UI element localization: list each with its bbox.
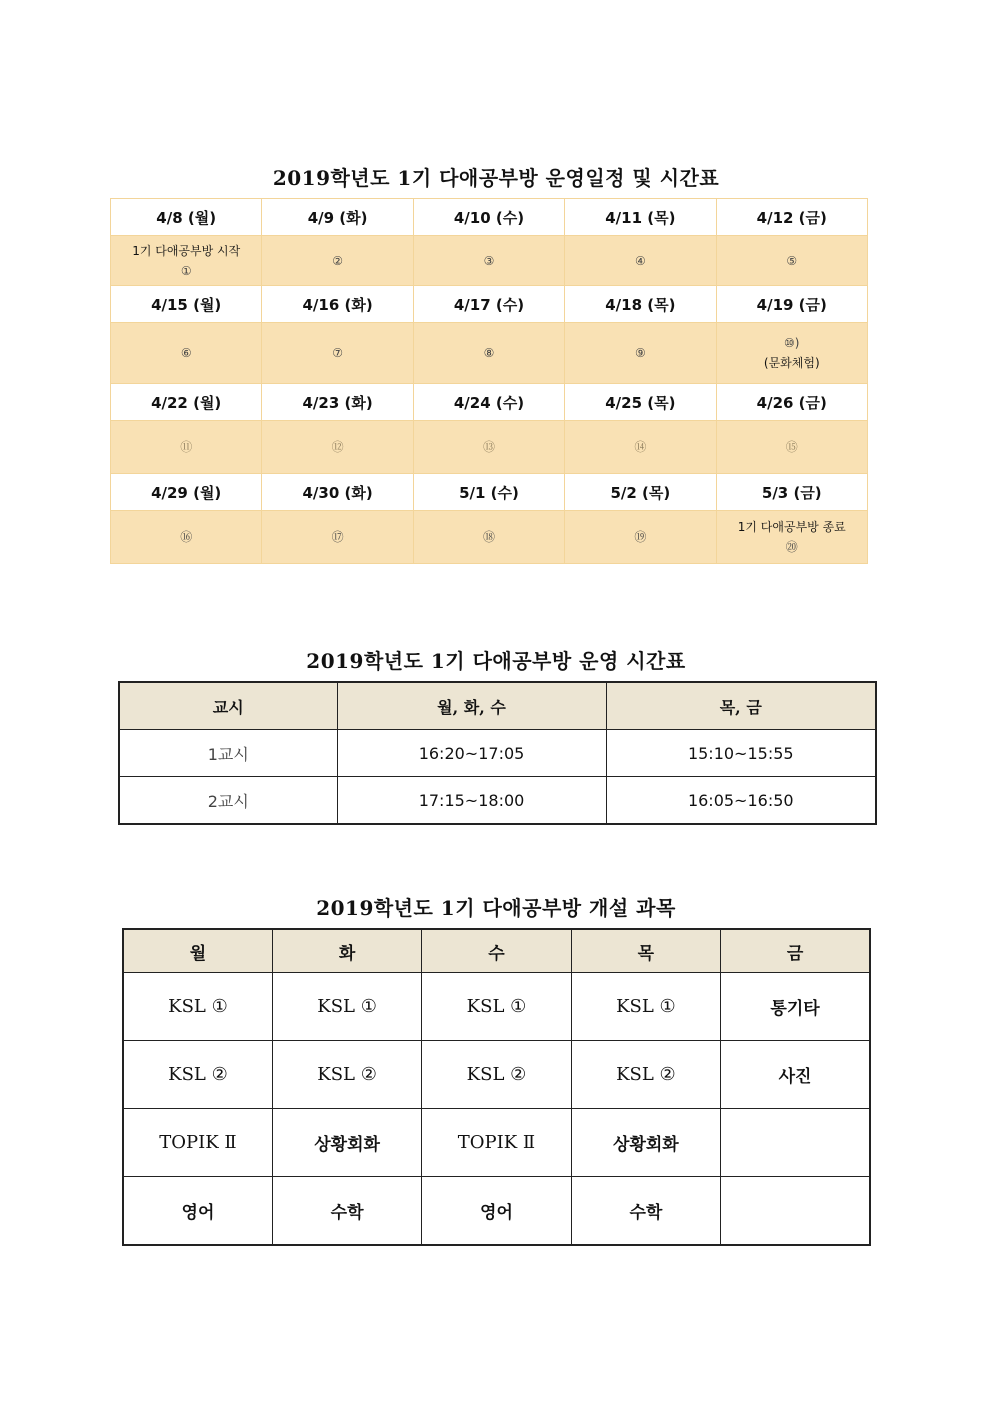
period-cell: 1교시 <box>119 730 337 777</box>
day-header: 월 <box>123 929 272 973</box>
date-row <box>111 199 868 236</box>
session-cell <box>262 323 413 384</box>
date-cell: 5/3 (금) <box>716 474 867 511</box>
session-row <box>111 323 868 384</box>
subject-cell: 통기타 <box>721 973 870 1041</box>
date-cell: 4/19 (금) <box>716 286 867 323</box>
date-cell: 4/29 (월) <box>111 474 262 511</box>
day-header: 수 <box>422 929 571 973</box>
times-row <box>119 777 876 825</box>
date-cell: 4/12 (금) <box>716 199 867 236</box>
subjects-row <box>123 973 870 1041</box>
session-number: ⑳ <box>785 540 798 554</box>
date-cell: 5/1 (수) <box>413 474 564 511</box>
subject-cell: 영어 <box>422 1177 571 1246</box>
date-cell: 4/22 (월) <box>111 384 262 421</box>
subject-cell: KSL ② <box>571 1041 720 1109</box>
date-cell: 4/26 (금) <box>716 384 867 421</box>
session-cell <box>111 511 262 564</box>
subjects-row <box>123 1041 870 1109</box>
date-cell: 4/23 (화) <box>262 384 413 421</box>
date-cell: 4/15 (월) <box>111 286 262 323</box>
day-header: 금 <box>721 929 870 973</box>
schedule-table <box>110 198 868 564</box>
time-cell: 17:15~18:00 <box>337 777 606 825</box>
session-cell <box>262 511 413 564</box>
session-number: ⑤ <box>786 253 798 268</box>
date-cell: 4/25 (목) <box>565 384 716 421</box>
session-cell <box>716 511 867 564</box>
session-number: ⑥ <box>180 346 192 360</box>
time-cell: 15:10~15:55 <box>606 730 876 777</box>
session-note: 1기 다애공부방 종료 <box>737 520 846 534</box>
subjects-table <box>122 928 871 1246</box>
subject-cell: 수학 <box>272 1177 421 1246</box>
session-cell <box>413 511 564 564</box>
session-cell <box>413 421 564 474</box>
time-cell: 16:20~17:05 <box>337 730 606 777</box>
session-cell <box>565 236 716 286</box>
subjects-title: 2019학년도 1기 다애공부방 개설 과목 <box>316 896 676 920</box>
session-number: ⑨ <box>634 346 646 360</box>
subject-cell: 상황회화 <box>272 1109 421 1177</box>
subject-cell: KSL ② <box>123 1041 272 1109</box>
subject-cell: TOPIK Ⅱ <box>123 1109 272 1177</box>
date-row <box>111 286 868 323</box>
date-cell: 4/9 (화) <box>262 199 413 236</box>
subject-cell: KSL ② <box>422 1041 571 1109</box>
subject-cell: KSL ① <box>123 973 272 1041</box>
times-header: 월, 화, 수 <box>337 682 606 730</box>
session-cell <box>716 236 867 286</box>
session-number: ⑧ <box>483 346 495 360</box>
session-number: ⑰ <box>331 530 344 544</box>
subject-cell <box>721 1109 870 1177</box>
schedule-title: 2019학년도 1기 다애공부방 운영일정 및 시간표 <box>272 166 720 190</box>
session-number: ⑱ <box>482 530 495 544</box>
session-number: ⑫ <box>331 440 344 454</box>
subject-cell: 수학 <box>571 1177 720 1246</box>
session-cell <box>262 421 413 474</box>
session-cell <box>413 323 564 384</box>
subject-cell: 영어 <box>123 1177 272 1246</box>
session-number: ① <box>180 263 192 278</box>
session-number: ⑪ <box>180 440 193 454</box>
session-cell <box>716 323 867 384</box>
times-row <box>119 730 876 777</box>
session-number: ⑦ <box>332 346 343 360</box>
subjects-row <box>123 1109 870 1177</box>
session-note: (문화체험) <box>763 356 820 370</box>
session-cell <box>111 421 262 474</box>
times-header: 교시 <box>119 682 337 730</box>
date-row <box>111 474 868 511</box>
session-number: ⑬ <box>482 440 495 454</box>
session-number: ⑭ <box>634 440 647 454</box>
subject-cell: 상황회화 <box>571 1109 720 1177</box>
session-number: ③ <box>483 253 495 268</box>
period-cell: 2교시 <box>119 777 337 825</box>
date-cell: 4/11 (목) <box>565 199 716 236</box>
session-row <box>111 421 868 474</box>
times-header-row <box>119 682 876 730</box>
subject-cell: 사진 <box>721 1041 870 1109</box>
times-header: 목, 금 <box>606 682 876 730</box>
subject-cell <box>721 1177 870 1246</box>
subjects-row <box>123 1177 870 1246</box>
date-cell: 4/16 (화) <box>262 286 413 323</box>
subject-cell: TOPIK Ⅱ <box>422 1109 571 1177</box>
subjects-header-row <box>123 929 870 973</box>
times-title: 2019학년도 1기 다애공부방 운영 시간표 <box>306 649 686 673</box>
date-cell: 5/2 (목) <box>565 474 716 511</box>
session-number: ② <box>332 253 343 268</box>
session-cell <box>716 421 867 474</box>
session-cell <box>111 323 262 384</box>
date-cell: 4/8 (월) <box>111 199 262 236</box>
times-table <box>118 681 877 825</box>
session-cell <box>565 421 716 474</box>
date-cell: 4/18 (목) <box>565 286 716 323</box>
date-cell: 4/24 (수) <box>413 384 564 421</box>
day-header: 목 <box>571 929 720 973</box>
session-row <box>111 236 868 286</box>
session-row <box>111 511 868 564</box>
subject-cell: KSL ① <box>422 973 571 1041</box>
session-cell <box>111 236 262 286</box>
session-cell <box>413 236 564 286</box>
subject-cell: KSL ① <box>272 973 421 1041</box>
date-row <box>111 384 868 421</box>
date-cell: 4/30 (화) <box>262 474 413 511</box>
session-cell <box>565 511 716 564</box>
subject-cell: KSL ② <box>272 1041 421 1109</box>
date-cell: 4/17 (수) <box>413 286 564 323</box>
session-cell <box>565 323 716 384</box>
time-cell: 16:05~16:50 <box>606 777 876 825</box>
day-header: 화 <box>272 929 421 973</box>
date-cell: 4/10 (수) <box>413 199 564 236</box>
session-number: ⑯ <box>180 530 193 544</box>
session-number: ⑩) <box>784 336 800 350</box>
session-number: ⑮ <box>785 440 798 454</box>
session-note: 1기 다애공부방 시작 <box>132 243 241 258</box>
session-number: ④ <box>634 253 646 268</box>
session-number: ⑲ <box>634 530 647 544</box>
subject-cell: KSL ① <box>571 973 720 1041</box>
session-cell <box>262 236 413 286</box>
